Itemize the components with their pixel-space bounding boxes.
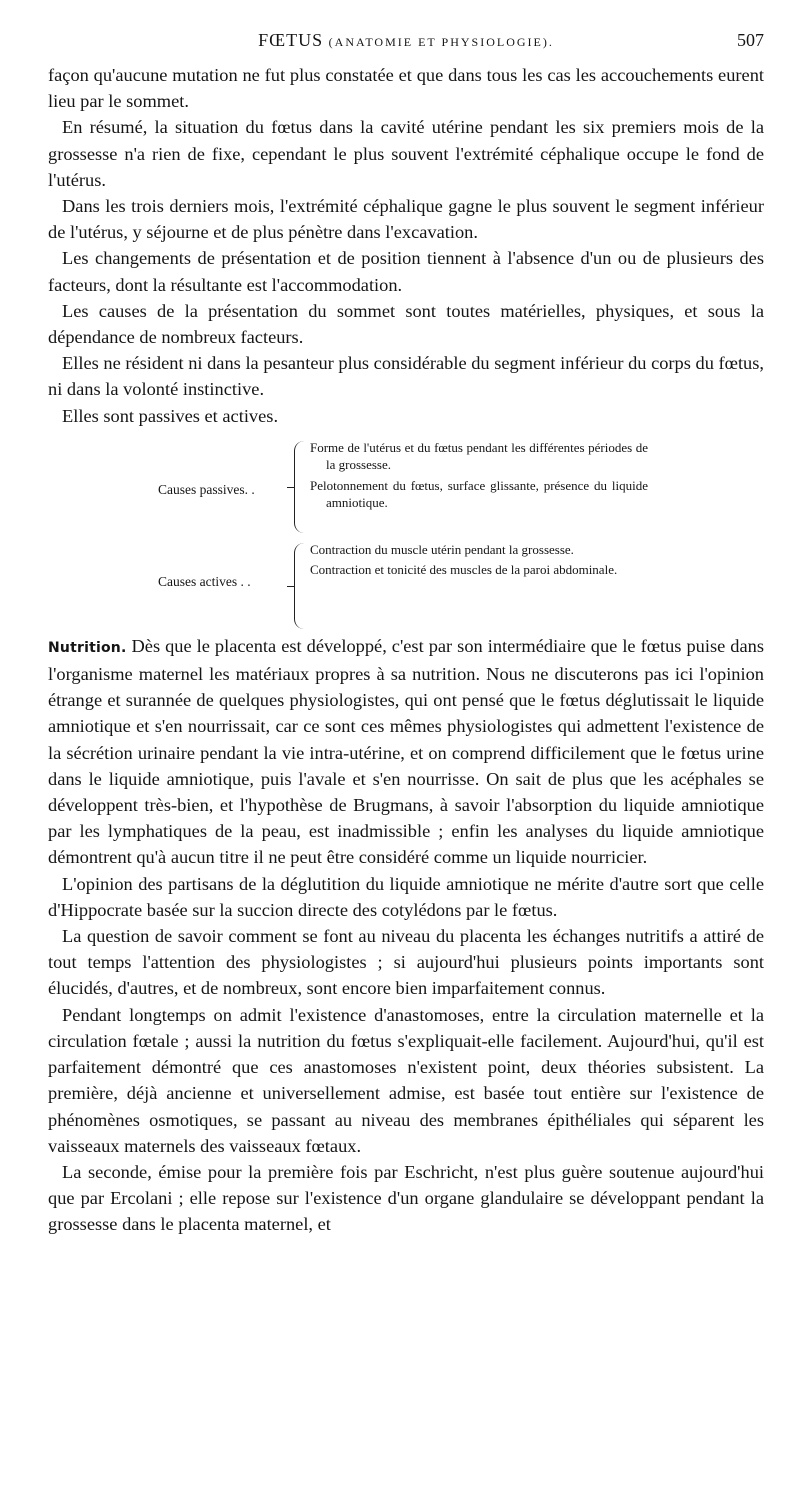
cause-item: Pelotonnement du fœtus, surface glissante, présence du liquide amniotique. — [310, 477, 648, 511]
causes-passive-items — [310, 439, 648, 515]
paragraph: Dans les trois derniers mois, l'extrémité céphalique gagne le plus souvent le segment inférieur de l'utérus, y séjourne et de plus pénètre dans l'excavation. — [48, 196, 764, 243]
paragraph: Elles ne résident ni dans la pesanteur plus considérable du segment inférieur du corps du fœtus, ni dans la volonté instinctive. — [48, 353, 764, 400]
causes-active-items — [310, 541, 648, 582]
running-header — [48, 30, 764, 62]
causes-passive-label: Causes passives. . — [158, 481, 255, 497]
paragraph: Pendant longtemps on admit l'existence d'anastomoses, entre la circulation maternelle et la circulation fœtale ; aussi la nutrition du fœtus s'expliquait-elle facilement. Aujourd'hui, qu'il est parfaitement démontré que ces anastomoses n'existent point, deux théories subsistent. La première, déjà ancienne et universellement admise, est basée tout entière sur l'existence de phénomènes osmotiques, se passant au niveau des membranes épithéliales qui séparent les vaisseaux maternels des vaisseaux fœtaux. — [48, 1004, 764, 1156]
paragraph: Les causes de la présentation du sommet sont toutes matérielles, physiques, et sous la dépendance de nombreux facteurs. — [48, 300, 764, 348]
running-title-main: FŒTUS — [258, 30, 324, 50]
page-number: 507 — [737, 30, 764, 50]
cause-item: Contraction et tonicité des muscles de la paroi abdominale. — [310, 562, 618, 578]
brace-passive — [294, 441, 305, 533]
paragraph: façon qu'aucune mutation ne fut plus constatée et que dans tous les cas les accouchements eurent lieu par le sommet. — [48, 65, 764, 112]
nutrition-heading: Nutrition. — [48, 639, 127, 656]
paragraph: La seconde, émise pour la première fois par Eschricht, n'est plus guère soutenue aujourd'hui que par Ercolani ; elle repose sur l'existence d'un organe glandulaire se développant pendant la grossesse dans le placenta maternel, et — [48, 1161, 764, 1235]
running-title-sub: (ANATOMIE ET PHYSIOLOGIE). — [328, 35, 554, 49]
causes-active-label: Causes actives . . — [158, 573, 251, 589]
paragraph: La question de savoir comment se font au niveau du placenta les échanges nutritifs a attiré de tout temps l'attention des physiologistes ; si aujourd'hui plusieurs points importants sont élucidés, d'autres, et de nombreux, sont encore bien imparfaitement connus. — [48, 926, 764, 999]
brace-active — [294, 543, 305, 629]
nutrition-text: Dès que le placenta est développé, c'est par son intermédiaire que le fœtus puise dans l'organisme maternel les matériaux propres à sa nutrition. Nous ne discuterons pas ici l'opinion étrange et surannée de quelques physiologistes, qui ont pensé que le fœtus déglutissait le liquide amniotique et s'en nourrissait, car ce sont ces mêmes physiologistes qui admettent l'existence de la sécrétion urinaire pendant la vie intra-utérine, et on comprend difficilement que le fœtus urine dans le liquide amniotique, puis l'avale et s'en nourrisse. On sait de plus que les acéphales se développent très-bien, et l'hypothèse de Brugmans, à savoir l'absorption du liquide amniotique par les lymphatiques de la peau, est inadmissible ; enfin les analyses du liquide amniotique démontrent qu'à aucun titre il ne peut être considéré comme un liquide nourricier. — [48, 635, 764, 868]
running-title — [48, 30, 764, 51]
paragraph: En résumé, la situation du fœtus dans la cavité utérine pendant les six premiers mois de la grossesse n'a rien de fixe, cependant le plus souvent l'extrémité céphalique occupe le fond de l'utérus. — [48, 117, 764, 190]
paragraph: L'opinion des partisans de la déglutition du liquide amniotique ne mérite d'autre sort que celle d'Hippocrate basée sur la succion directe des cotylédons par le fœtus. — [48, 873, 764, 920]
cause-item: Forme de l'utérus et du fœtus pendant les différentes périodes de la grossesse. — [310, 439, 648, 473]
paragraph: Elles sont passives et actives. — [62, 405, 279, 426]
causes-table — [48, 433, 764, 633]
paragraph: Les changements de présentation et de position tiennent à l'absence d'un ou de plusieurs des facteurs, dont la résultante est l'accommodation. — [48, 248, 764, 295]
nutrition-paragraph — [48, 633, 764, 871]
cause-item: Contraction du muscle utérin pendant la grossesse. — [310, 541, 574, 557]
